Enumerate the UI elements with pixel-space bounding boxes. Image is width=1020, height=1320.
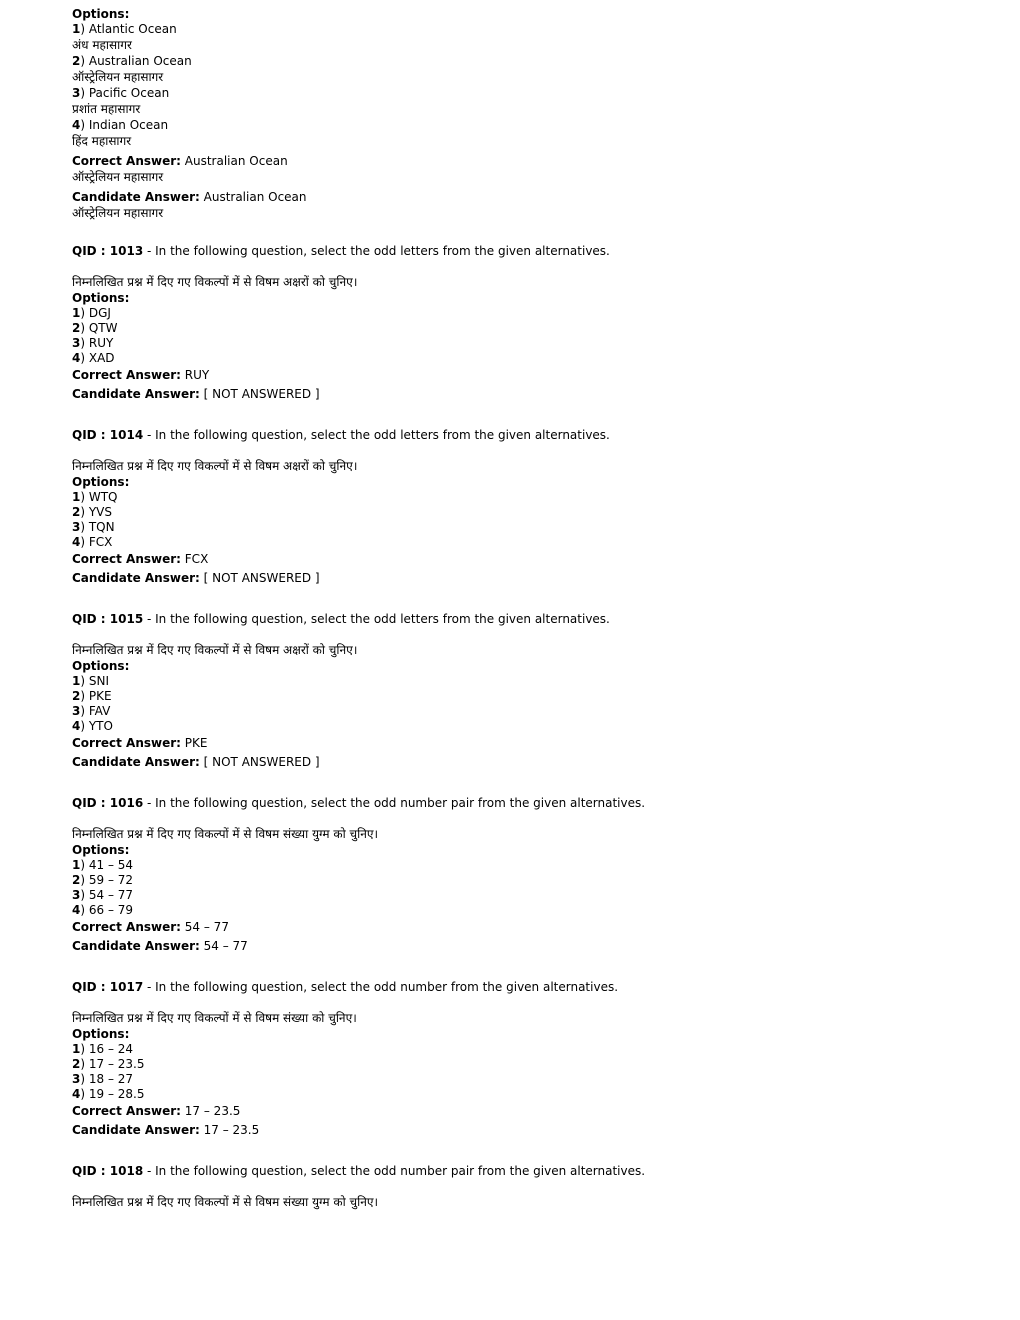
option-item: [72, 86, 972, 101]
option-text: ) 17 – 23.5: [80, 1057, 145, 1071]
correct-answer-label: Correct Answer:: [72, 552, 181, 566]
option-text-hindi: अंध महासागर: [72, 38, 132, 52]
question-block: [72, 428, 972, 588]
candidate-answer-value: 17 – 23.5: [199, 1123, 260, 1137]
options-label: Options:: [72, 291, 130, 305]
correct-answer: [72, 918, 972, 937]
correct-answer: [72, 154, 972, 169]
question-text-en: - In the following question, select the odd number pair from the given alternatives.: [143, 1164, 646, 1178]
candidate-answer-label: Candidate Answer:: [72, 571, 200, 585]
option-text: ) TQN: [80, 520, 115, 534]
candidate-answer-label: Candidate Answer:: [72, 387, 200, 401]
options-label: Options:: [72, 1027, 130, 1041]
question-text-hindi: निम्नलिखित प्रश्न में दिए गए विकल्पों में से विषम अक्षरों को चुनिए।: [72, 459, 358, 473]
candidate-answer-value: [ NOT ANSWERED ]: [199, 755, 320, 769]
question-text-hindi: निम्नलिखित प्रश्न में दिए गए विकल्पों में से विषम अक्षरों को चुनिए।: [72, 275, 358, 289]
qid-label: QID : 1016: [72, 796, 144, 810]
option-text-hindi: हिंद महासागर: [72, 134, 132, 148]
question-text-en: - In the following question, select the odd letters from the given alternatives.: [143, 244, 610, 258]
candidate-answer: [72, 569, 972, 588]
option-text: ) FAV: [80, 704, 111, 718]
option-item: [72, 873, 972, 888]
question-block: [72, 1164, 972, 1211]
options-label: Options:: [72, 843, 130, 857]
qid-label: QID : 1013: [72, 244, 144, 258]
question-text-hindi: निम्नलिखित प्रश्न में दिए गए विकल्पों में से विषम संख्या को चुनिए।: [72, 1011, 357, 1025]
question-text-en: - In the following question, select the odd number from the given alternatives.: [143, 980, 619, 994]
option-item: [72, 490, 972, 505]
question-text-en: - In the following question, select the odd number pair from the given alternatives.: [143, 796, 646, 810]
correct-answer: [72, 1102, 972, 1121]
option-number: 2: [72, 321, 81, 335]
candidate-answer-label: Candidate Answer:: [72, 190, 200, 204]
qid-label: QID : 1017: [72, 980, 144, 994]
correct-answer-label: Correct Answer:: [72, 368, 181, 382]
candidate-answer-hindi: ऑस्ट्रेलियन महासागर: [72, 206, 164, 220]
correct-answer-hindi: ऑस्ट्रेलियन महासागर: [72, 170, 164, 184]
question-text-hindi: निम्नलिखित प्रश्न में दिए गए विकल्पों में से विषम संख्या युग्म को चुनिए।: [72, 1195, 379, 1209]
option-text: ) 18 – 27: [80, 1072, 134, 1086]
option-number: 3: [72, 86, 81, 100]
option-item: [72, 1042, 972, 1057]
question-text: [72, 428, 972, 443]
option-item: [72, 321, 972, 336]
option-number: 2: [72, 505, 81, 519]
candidate-answer: [72, 1121, 972, 1140]
option-number: 2: [72, 1057, 81, 1071]
option-text: ) QTW: [80, 321, 118, 335]
option-number: 3: [72, 520, 81, 534]
option-text: ) Australian Ocean: [80, 54, 192, 68]
option-text: ) XAD: [80, 351, 115, 365]
option-item: [72, 505, 972, 520]
candidate-answer-label: Candidate Answer:: [72, 755, 200, 769]
option-number: 4: [72, 351, 81, 365]
correct-answer: [72, 734, 972, 753]
option-number: 2: [72, 873, 81, 887]
option-item: [72, 689, 972, 704]
option-number: 4: [72, 1087, 81, 1101]
option-item: [72, 520, 972, 535]
option-item: [72, 704, 972, 719]
correct-answer-value: 54 – 77: [180, 920, 229, 934]
option-text: ) RUY: [80, 336, 114, 350]
option-number: 4: [72, 535, 81, 549]
question-block: [72, 612, 972, 772]
question-text-hindi: निम्नलिखित प्रश्न में दिए गए विकल्पों में से विषम अक्षरों को चुनिए।: [72, 643, 358, 657]
option-text: ) YTO: [80, 719, 113, 733]
question-text: [72, 980, 972, 995]
option-number: 4: [72, 719, 81, 733]
option-number: 3: [72, 1072, 81, 1086]
correct-answer-value: 17 – 23.5: [180, 1104, 241, 1118]
option-item: [72, 903, 972, 918]
option-number: 3: [72, 888, 81, 902]
option-number: 3: [72, 336, 81, 350]
question-text: [72, 1164, 972, 1179]
option-item: [72, 1072, 972, 1087]
correct-answer-label: Correct Answer:: [72, 154, 181, 168]
correct-answer-value: RUY: [180, 368, 210, 382]
option-text: ) 41 – 54: [80, 858, 134, 872]
question-text: [72, 796, 972, 811]
options-label: Options:: [72, 475, 130, 489]
option-number: 3: [72, 704, 81, 718]
option-item: [72, 888, 972, 903]
option-text: ) SNI: [80, 674, 109, 688]
option-number: 4: [72, 903, 81, 917]
option-number: 1: [72, 674, 81, 688]
option-text: ) YVS: [80, 505, 113, 519]
option-text: ) Indian Ocean: [80, 118, 169, 132]
candidate-answer-value: [ NOT ANSWERED ]: [199, 571, 320, 585]
question-text: [72, 244, 972, 259]
option-number: 1: [72, 858, 81, 872]
option-text: ) 66 – 79: [80, 903, 134, 917]
option-number: 1: [72, 1042, 81, 1056]
option-text-hindi: प्रशांत महासागर: [72, 102, 141, 116]
option-text-hindi: ऑस्ट्रेलियन महासागर: [72, 70, 164, 84]
option-text: ) PKE: [80, 689, 112, 703]
option-item: [72, 306, 972, 321]
candidate-answer-value: Australian Ocean: [199, 190, 307, 204]
qid-label: QID : 1014: [72, 428, 144, 442]
qid-label: QID : 1015: [72, 612, 144, 626]
answer-sheet-page: [72, 7, 972, 1211]
option-item: [72, 22, 972, 37]
option-number: 1: [72, 306, 81, 320]
option-item: [72, 118, 972, 133]
correct-answer: [72, 366, 972, 385]
candidate-answer-value: 54 – 77: [199, 939, 248, 953]
option-item: [72, 1087, 972, 1102]
option-text: ) FCX: [80, 535, 113, 549]
options-label: Options:: [72, 7, 130, 21]
candidate-answer-label: Candidate Answer:: [72, 1123, 200, 1137]
question-text: [72, 612, 972, 627]
option-number: 2: [72, 689, 81, 703]
candidate-answer: [72, 385, 972, 404]
candidate-answer: [72, 753, 972, 772]
correct-answer-label: Correct Answer:: [72, 1104, 181, 1118]
question-text-hindi: निम्नलिखित प्रश्न में दिए गए विकल्पों में से विषम संख्या युग्म को चुनिए।: [72, 827, 379, 841]
option-text: ) 54 – 77: [80, 888, 134, 902]
candidate-answer: [72, 190, 972, 205]
option-item: [72, 336, 972, 351]
option-text: ) Pacific Ocean: [80, 86, 170, 100]
option-item: [72, 1057, 972, 1072]
correct-answer-value: PKE: [180, 736, 208, 750]
correct-answer-label: Correct Answer:: [72, 920, 181, 934]
option-text: ) Atlantic Ocean: [80, 22, 177, 36]
correct-answer-value: Australian Ocean: [180, 154, 288, 168]
question-block: [72, 796, 972, 956]
candidate-answer: [72, 937, 972, 956]
option-text: ) 59 – 72: [80, 873, 134, 887]
option-number: 1: [72, 490, 81, 504]
option-text: ) WTQ: [80, 490, 118, 504]
candidate-answer-label: Candidate Answer:: [72, 939, 200, 953]
option-item: [72, 719, 972, 734]
option-item: [72, 858, 972, 873]
correct-answer-label: Correct Answer:: [72, 736, 181, 750]
qid-label: QID : 1018: [72, 1164, 144, 1178]
question-text-en: - In the following question, select the odd letters from the given alternatives.: [143, 428, 610, 442]
candidate-answer-value: [ NOT ANSWERED ]: [199, 387, 320, 401]
option-text: ) 19 – 28.5: [80, 1087, 145, 1101]
option-item: [72, 535, 972, 550]
option-item: [72, 351, 972, 366]
option-item: [72, 54, 972, 69]
option-item: [72, 674, 972, 689]
correct-answer: [72, 550, 972, 569]
options-label: Options:: [72, 659, 130, 673]
option-text: ) DGJ: [80, 306, 111, 320]
carryover-block: [72, 7, 972, 222]
option-number: 4: [72, 118, 81, 132]
option-text: ) 16 – 24: [80, 1042, 134, 1056]
question-block: [72, 980, 972, 1140]
correct-answer-value: FCX: [180, 552, 209, 566]
question-text-en: - In the following question, select the odd letters from the given alternatives.: [143, 612, 610, 626]
question-block: [72, 244, 972, 404]
option-number: 1: [72, 22, 81, 36]
option-number: 2: [72, 54, 81, 68]
